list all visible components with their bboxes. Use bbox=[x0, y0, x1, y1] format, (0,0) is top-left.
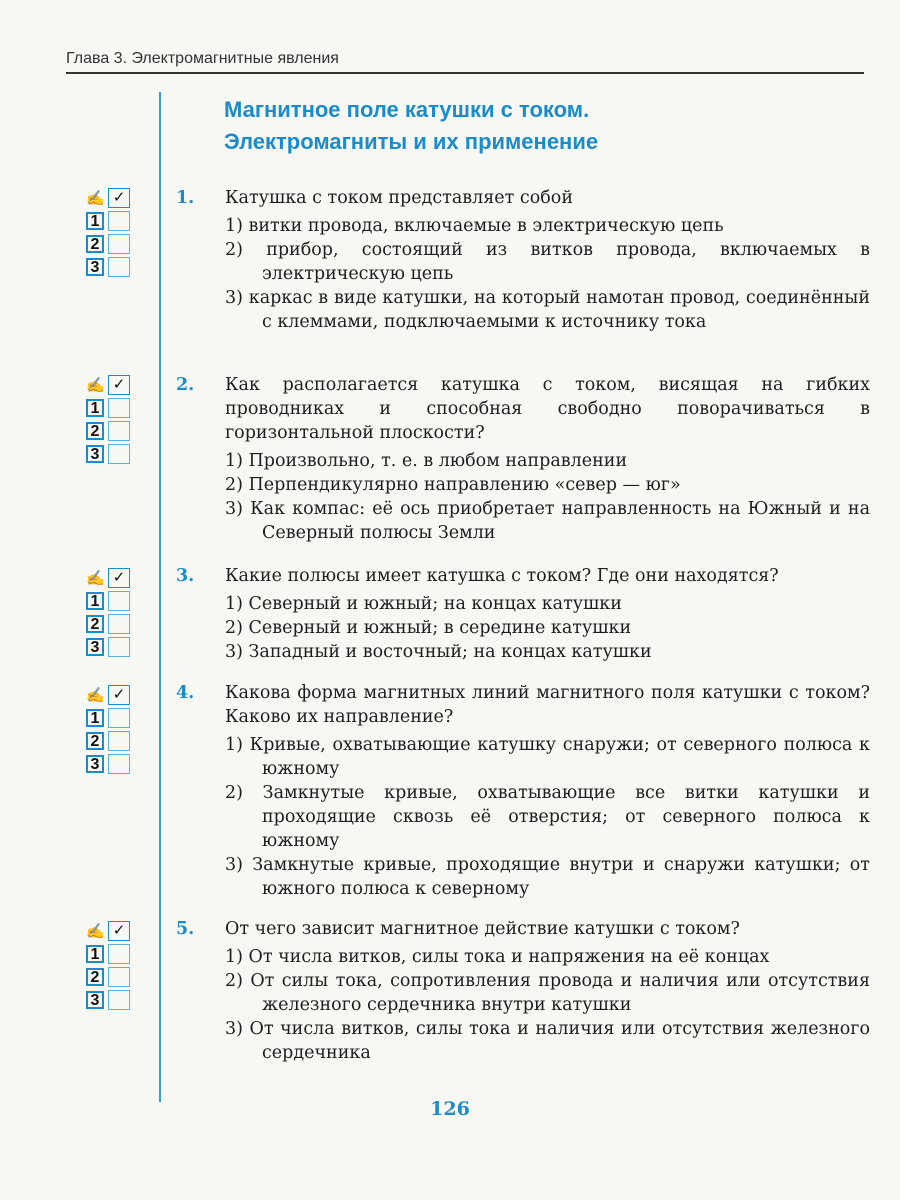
question-number: 1. bbox=[176, 188, 195, 208]
check-icon: ✓ bbox=[108, 568, 130, 588]
answer-option: 1) Произвольно, т. е. в любом направлении bbox=[225, 451, 628, 471]
pencil-icon: ✍ bbox=[86, 375, 105, 394]
option-number-box: 1 bbox=[86, 212, 104, 230]
chapter-header: Глава 3. Электромагнитные явления bbox=[66, 50, 339, 67]
answer-checkbox[interactable] bbox=[108, 731, 130, 751]
answer-option: 2) Северный и южный; в середине катушки bbox=[225, 618, 632, 638]
answer-boxes bbox=[86, 683, 148, 775]
answer-option: 3) Как компас: её ось приобретает направленность на Южный и на Северный полюсы Земли bbox=[225, 499, 870, 543]
answer-checkbox[interactable] bbox=[108, 257, 130, 277]
answer-checkbox[interactable] bbox=[108, 211, 130, 231]
question bbox=[176, 564, 870, 664]
option-number-box: 2 bbox=[86, 968, 104, 986]
option-number-box: 3 bbox=[86, 991, 104, 1009]
option-number-box: 1 bbox=[86, 592, 104, 610]
answer-option: 1) Северный и южный; на концах катушки bbox=[225, 594, 622, 614]
answer-checkbox[interactable] bbox=[108, 421, 130, 441]
pencil-icon: ✍ bbox=[86, 921, 105, 940]
option-number-box: 3 bbox=[86, 445, 104, 463]
answer-option: 3) От числа витков, силы тока и наличия или отсутствия железного сердечника bbox=[225, 1019, 870, 1063]
pencil-icon: ✍ bbox=[86, 568, 105, 587]
check-icon: ✓ bbox=[108, 375, 130, 395]
answer-checkbox[interactable] bbox=[108, 234, 130, 254]
question-number: 4. bbox=[176, 683, 195, 703]
answer-option: 2) От силы тока, сопротивления провода и наличия или отсутствия железного сердечника внутри катушки bbox=[225, 971, 870, 1015]
answer-option: 2) Замкнутые кривые, охватывающие все витки катушки и проходящие сквозь её отверстия; от северного полюса к южному bbox=[225, 783, 870, 851]
answer-option: 3) каркас в виде катушки, на который намотан провод, соединённый с клеммами, подключаемыми к источнику тока bbox=[225, 288, 870, 332]
option-number-box: 2 bbox=[86, 615, 104, 633]
answer-option: 2) Перпендикулярно направлению «север — юг» bbox=[225, 475, 681, 495]
check-icon: ✓ bbox=[108, 188, 130, 208]
answer-checkbox[interactable] bbox=[108, 990, 130, 1010]
check-icon: ✓ bbox=[108, 685, 130, 705]
question-text: Какие полюсы имеет катушка с током? Где они находятся? bbox=[225, 566, 779, 586]
option-number-box: 3 bbox=[86, 755, 104, 773]
answer-checkbox[interactable] bbox=[108, 944, 130, 964]
option-number-box: 3 bbox=[86, 258, 104, 276]
question bbox=[176, 373, 870, 545]
answer-option: 1) витки провода, включаемые в электрическую цепь bbox=[225, 216, 724, 236]
question bbox=[176, 681, 870, 901]
answer-boxes bbox=[86, 919, 148, 1011]
answer-boxes bbox=[86, 566, 148, 658]
question-number: 2. bbox=[176, 375, 195, 395]
answer-option: 1) От числа витков, силы тока и напряжения на её концах bbox=[225, 947, 770, 967]
answer-checkbox[interactable] bbox=[108, 444, 130, 464]
page-number: 126 bbox=[430, 1098, 470, 1120]
answer-option: 1) Кривые, охватывающие катушку снаружи; от северного полюса к южному bbox=[225, 735, 870, 779]
answer-checkbox[interactable] bbox=[108, 614, 130, 634]
title-line-2: Электромагниты и их применение bbox=[224, 129, 599, 154]
section-title bbox=[224, 94, 598, 158]
title-line-1: Магнитное поле катушки с током. bbox=[224, 97, 590, 122]
answer-checkbox[interactable] bbox=[108, 591, 130, 611]
answer-checkbox[interactable] bbox=[108, 967, 130, 987]
option-number-box: 2 bbox=[86, 235, 104, 253]
answer-checkbox[interactable] bbox=[108, 708, 130, 728]
answer-boxes bbox=[86, 373, 148, 465]
question-text: Какова форма магнитных линий магнитного поля катушки с током? Каково их направление? bbox=[225, 683, 870, 727]
answer-checkbox[interactable] bbox=[108, 754, 130, 774]
question bbox=[176, 186, 870, 334]
option-number-box: 1 bbox=[86, 399, 104, 417]
header-rule bbox=[66, 72, 864, 74]
pencil-icon: ✍ bbox=[86, 188, 105, 207]
option-number-box: 2 bbox=[86, 732, 104, 750]
check-icon: ✓ bbox=[108, 921, 130, 941]
question bbox=[176, 917, 870, 1065]
question-text: Как располагается катушка с током, висящая на гибких проводниках и способная свободно поворачиваться в горизонтальной плоскости? bbox=[225, 375, 870, 443]
question-text: От чего зависит магнитное действие катушки с током? bbox=[225, 919, 740, 939]
option-number-box: 3 bbox=[86, 638, 104, 656]
answer-checkbox[interactable] bbox=[108, 637, 130, 657]
answer-option: 3) Замкнутые кривые, проходящие внутри и снаружи катушки; от южного полюса к северному bbox=[225, 855, 870, 899]
answer-checkbox[interactable] bbox=[108, 398, 130, 418]
question-number: 3. bbox=[176, 566, 195, 586]
answer-option: 2) прибор, состоящий из витков провода, включаемых в электрическую цепь bbox=[225, 240, 870, 284]
option-number-box: 1 bbox=[86, 945, 104, 963]
margin-line bbox=[159, 92, 161, 1102]
option-number-box: 2 bbox=[86, 422, 104, 440]
answer-boxes bbox=[86, 186, 148, 278]
question-text: Катушка с током представляет собой bbox=[225, 188, 573, 208]
pencil-icon: ✍ bbox=[86, 685, 105, 704]
answer-option: 3) Западный и восточный; на концах катушки bbox=[225, 642, 652, 662]
option-number-box: 1 bbox=[86, 709, 104, 727]
question-number: 5. bbox=[176, 919, 195, 939]
